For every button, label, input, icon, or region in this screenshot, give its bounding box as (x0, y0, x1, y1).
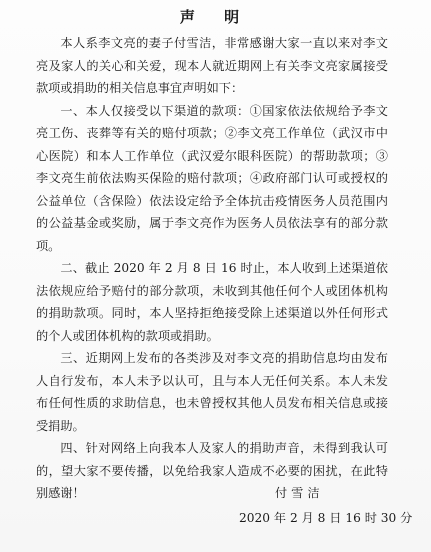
paragraph-item-3: 三、近期网上发布的各类涉及对李文亮的捐助信息均由发布人自行发布，本人未予以认可，且与本人无任何关系。本人未发布任何性质的求助信息，也未曾授权其他人员发布相关信息或接受捐助。 (36, 351, 388, 433)
paragraph-item-2: 二、截止 2020 年 2 月 8 日 16 时止，本人收到上述渠道依法依规应给予赔付的部分款项，未收到其他任何个人或团体机构的捐助款项。同时，本人坚持拒绝接受除上述渠道以外任何形式的个人或团体机构的款项或捐助。 (36, 261, 388, 343)
signature-date: 2020 年 2 月 8 日 16 时 30 分 (239, 511, 413, 525)
paragraph-item-4: 四、针对网络上向我本人及家人的捐助声音，未得到我认可的，望大家不要传播，以免给我家人造成不必要的困扰，在此特别感谢！ (36, 441, 388, 500)
signer-name: 付雪洁 (275, 486, 324, 500)
paragraph-intro: 本人系李文亮的妻子付雪洁，非常感谢大家一直以来对李文亮及家人的关心和关爱，现本人就近期网上有关李文亮家属接受款项或捐助的相关信息事宜声明如下： (36, 36, 388, 95)
statement-body (36, 32, 388, 505)
paragraph-item-1: 一、本人仅接受以下渠道的款项：①国家依法依规给予李文亮工伤、丧葬等有关的赔付项款；②李文亮工作单位（武汉市中心医院）和本人工作单位（武汉爱尔眼科医院）的帮助款项；③李文亮生前依法购买保险的赔付款项；④政府部门认可或授权的公益单位（含保险）依法设定给予全体抗击疫情医务人员范围内的公益基金或奖励，属于李文亮作为医务人员依法享有的部分款项。 (36, 103, 388, 253)
document-title: 声 明 (179, 8, 252, 26)
